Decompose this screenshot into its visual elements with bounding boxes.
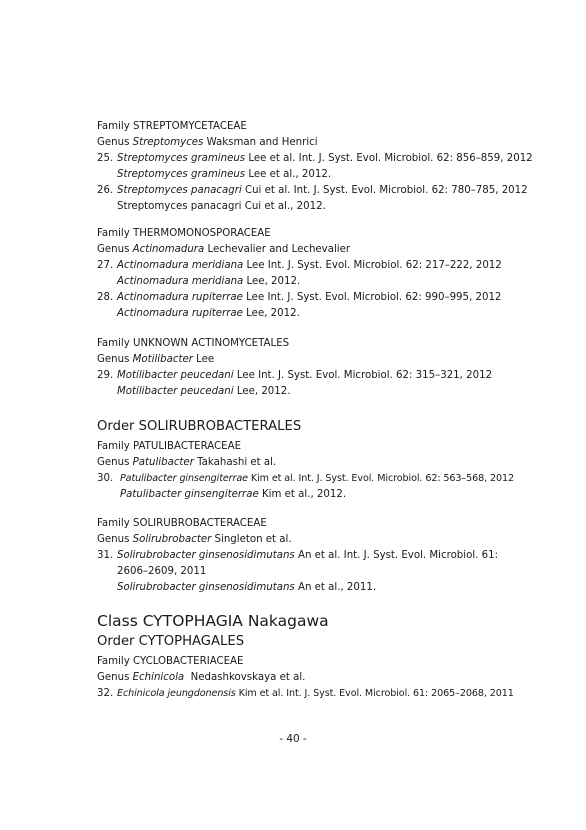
- order-heading: Order SOLIRUBROBACTERALES: [97, 419, 302, 434]
- genus-name: Patulibacter: [132, 457, 194, 468]
- citation: Kim et al. Int. J. Syst. Evol. Microbiol. 61: 2065–2068, 2011: [235, 688, 514, 699]
- citation: Lee Int. J. Syst. Evol. Microbiol. 62: 315–321, 2012: [233, 370, 493, 381]
- genus-name: Echinicola: [132, 672, 185, 683]
- species-name: Patulibacter ginsengiterrae: [120, 489, 259, 500]
- entry-number: 29.: [97, 370, 114, 381]
- section-unknown-actinomycetales: [97, 336, 557, 400]
- species-entry-27: 27. Actinomadura meridiana Lee Int. J. Syst. Evol. Microbiol. 62: 217–222, 2012 Actinomadura meridiana Lee, 2012.: [97, 258, 557, 290]
- entry-number: 26.: [97, 185, 114, 196]
- species-entry-25: 25. Streptomyces gramineus Lee et al. Int. J. Syst. Evol. Microbiol. 62: 856–859, 2012 Streptomyces gramineus Lee et al., 2012.: [97, 151, 557, 183]
- family-heading: Family THERMOMONOSPORACEAE: [97, 228, 271, 239]
- genus-line: Genus Patulibacter Takahashi et al.: [97, 457, 277, 468]
- entry-number: 25.: [97, 153, 114, 164]
- species-entry-26: [97, 183, 557, 215]
- species-name: Streptomyces panacagri: [117, 185, 242, 196]
- species-entry-31: 31. Solirubrobacter ginsenosidimutans An et al. Int. J. Syst. Evol. Microbiol. 61: 2606–2609, 2011 Solirubrobacter ginsenosidimutans An et al., 2011.: [97, 548, 557, 596]
- family-heading: Family PATULIBACTERACEAE: [97, 441, 242, 452]
- entry-number: 30.: [97, 473, 114, 484]
- family-heading: Family STREPTOMYCETACEAE: [97, 121, 247, 132]
- section-solirubrobacterales: [97, 418, 557, 503]
- genus-name: Solirubrobacter: [132, 534, 212, 545]
- species-name: Patulibacter ginsengiterrae: [120, 473, 248, 484]
- species-entry-29: 29. Motilibacter peucedani Lee Int. J. Syst. Evol. Microbiol. 62: 315–321, 2012 Motilibacter peucedani Lee, 2012.: [97, 368, 557, 400]
- citation: Cui et al. Int. J. Syst. Evol. Microbiol. 62: 780–785, 2012: [241, 185, 528, 196]
- class-heading: Class CYTOPHAGIA Nakagawa: [97, 612, 329, 630]
- order-heading: Order CYTOPHAGALES: [97, 634, 245, 649]
- species-entry-32: [97, 686, 557, 702]
- species-name: Streptomyces gramineus: [117, 153, 246, 164]
- citation: Kim et al. Int. J. Syst. Evol. Microbiol. 62: 563–568, 2012: [247, 473, 515, 484]
- family-heading: Family UNKNOWN ACTINOMYCETALES: [97, 338, 290, 349]
- citation: Lee et al. Int. J. Syst. Evol. Microbiol. 62: 856–859, 2012: [245, 153, 533, 164]
- citation: An et al. Int. J. Syst. Evol. Microbiol. 61: 2606–2609, 2011: [117, 550, 499, 577]
- genus-line: Genus Streptomyces Waksman and Henrici: [97, 137, 318, 148]
- species-name: Solirubrobacter ginsenosidimutans: [117, 582, 295, 593]
- family-heading: Family SOLIRUBROBACTERACEAE: [97, 518, 267, 529]
- genus-name: Streptomyces: [132, 137, 204, 148]
- entry-number: 28.: [97, 292, 114, 303]
- section-thermomonosporaceae: [97, 226, 557, 322]
- genus-line: Genus Actinomadura Lechevalier and Lechevalier: [97, 244, 351, 255]
- genus-line: Genus Solirubrobacter Singleton et al.: [97, 534, 292, 545]
- species-name: Actinomadura meridiana: [117, 276, 244, 287]
- genus-line: Genus Echinicola Nedashkovskaya et al.: [97, 672, 306, 683]
- species-name: Echinicola jeungdonensis: [117, 688, 236, 699]
- citation: Lee Int. J. Syst. Evol. Microbiol. 62: 217–222, 2012: [243, 260, 502, 271]
- species-name: Motilibacter peucedani: [117, 370, 234, 381]
- species-name: Motilibacter peucedani: [117, 386, 234, 397]
- genus-name: Actinomadura: [132, 244, 205, 255]
- species-name: Actinomadura rupiterrae: [117, 292, 243, 303]
- species-entry-28: 28. Actinomadura rupiterrae Lee Int. J. Syst. Evol. Microbiol. 62: 990–995, 2012 Actinomadura rupiterrae Lee, 2012.: [97, 290, 557, 322]
- citation: Lee Int. J. Syst. Evol. Microbiol. 62: 990–995, 2012: [242, 292, 502, 303]
- species-name-plain: Streptomyces panacagri Cui et al., 2012.: [117, 201, 326, 212]
- section-solirubrobacteraceae: [97, 516, 557, 596]
- species-name: Solirubrobacter ginsenosidimutans: [117, 550, 295, 561]
- entry-number: 27.: [97, 260, 114, 271]
- genus-name: Motilibacter: [132, 354, 193, 365]
- species-entry-30: 30. Patulibacter ginsengiterrae Kim et al. Int. J. Syst. Evol. Microbiol. 62: 563–568, 2012 Patulibacter ginsengiterrae Kim et al., 2012.: [97, 471, 557, 503]
- species-name: Actinomadura rupiterrae: [117, 308, 243, 319]
- genus-line: Genus Motilibacter Lee: [97, 354, 215, 365]
- species-name: Streptomyces gramineus: [117, 169, 246, 180]
- family-heading: Family CYCLOBACTERIACEAE: [97, 656, 244, 667]
- entry-number: 31.: [97, 550, 114, 561]
- page-number: - 40 -: [279, 733, 307, 745]
- entry-number: 32.: [97, 688, 114, 699]
- section-cytophagia: [97, 610, 557, 702]
- species-name: Actinomadura meridiana: [117, 260, 244, 271]
- section-streptomycetaceae: [97, 119, 557, 215]
